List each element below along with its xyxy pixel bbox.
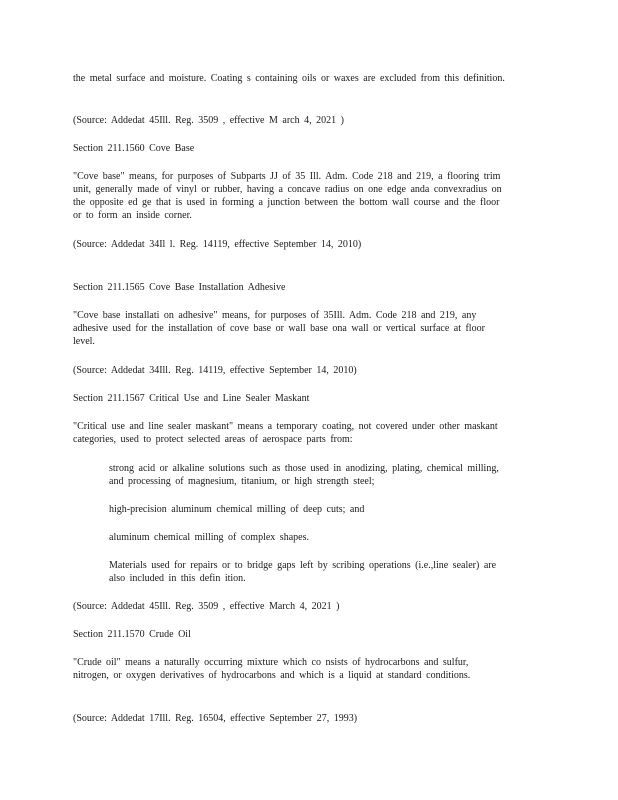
list-item: high-precision aluminum chemical milling of deep cuts; and xyxy=(109,504,365,515)
source-note: (Source: Addedat 34Il l. Reg. 14119, effective September 14, 2010) xyxy=(73,239,362,250)
definition-paragraph: "Critical use and line sealer maskant" means a temporary coating, not covered under other maskant categories, used to protect selected areas of aerospace parts from: xyxy=(73,421,498,445)
section-heading: Section 211.1560 Cove Base xyxy=(73,143,195,154)
source-note: (Source: Addedat 45Ill. Reg. 3509 , effective M arch 4, 2021 ) xyxy=(73,115,344,126)
source-note: (Source: Addedat 17Ill. Reg. 16504, effective September 27, 1993) xyxy=(73,713,358,724)
definition-paragraph: "Crude oil" means a naturally occurring mixture which co nsists of hydrocarbons and sulfur, nitrogen, or oxygen derivatives of hydrocarbons and which is a liquid at standard conditions. xyxy=(73,657,471,681)
section-heading: Section 211.1567 Critical Use and Line Sealer Maskant xyxy=(73,393,310,404)
list-item: aluminum chemical milling of complex shapes. xyxy=(109,532,309,543)
source-note: (Source: Addedat 34Ill. Reg. 14119, effective September 14, 2010) xyxy=(73,365,357,376)
source-note: (Source: Addedat 45Ill. Reg. 3509 , effective March 4, 2021 ) xyxy=(73,601,340,612)
section-heading: Section 211.1570 Crude Oil xyxy=(73,629,191,640)
definition-paragraph: "Cove base" means, for purposes of Subparts JJ of 35 Ill. Adm. Code 218 and 219, a flooring trim unit, generally made of vinyl or rubber, having a concave radius on one edge anda convexradius on the opposite ed ge that is used in forming a junction between the bottom wall course and the floor or to form an inside corner. xyxy=(73,171,502,221)
definition-paragraph: "Cove base installati on adhesive" means, for purposes of 35Ill. Adm. Code 218 and 219, any adhesive used for the installation of cove base or wall base ona wall or vertical surface at floor level. xyxy=(73,310,485,347)
paragraph-coating-definition-end: the metal surface and moisture. Coating s containing oils or waxes are excluded from this definition. xyxy=(73,73,505,84)
section-heading: Section 211.1565 Cove Base Installation Adhesive xyxy=(73,282,286,293)
list-item: Materials used for repairs or to bridge gaps left by scribing operations (i.e.,line sealer) are also included in this defin ition. xyxy=(109,560,497,584)
list-item: strong acid or alkaline solutions such as those used in anodizing, plating, chemical milling, and processing of magnesium, titanium, or high strength steel; xyxy=(109,463,499,487)
